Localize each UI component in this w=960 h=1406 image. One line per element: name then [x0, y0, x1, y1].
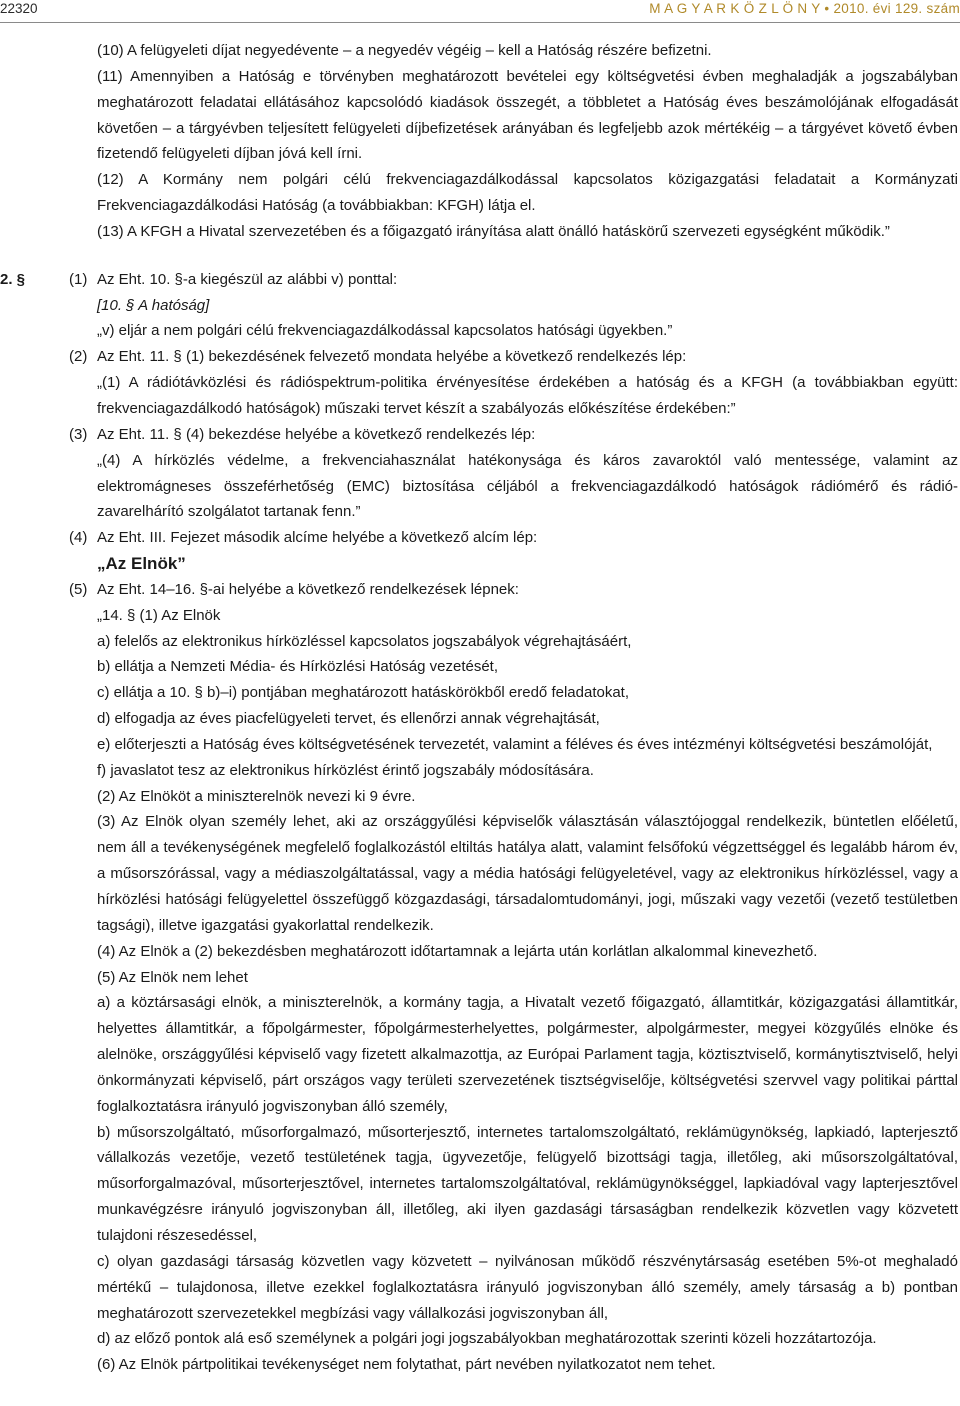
- subsection-number: (1): [69, 270, 88, 288]
- provision-14-1: „14. § (1) Az Elnök: [97, 606, 221, 624]
- point-c: c) ellátja a 10. § b)–i) pontjában meghatározott hatáskörökből eredő feladatokat,: [97, 684, 630, 702]
- section-number: 2. §: [0, 270, 26, 288]
- document-body: [0, 38, 958, 1378]
- quoted-provision: „(1) A rádiótávközlési és rádióspektrum-politika érvényesítése érdekében a hatóság és a KFGH (a továbbiakban együtt: frekvenciagazdálkodó hatóságok) műszaki tervet készít a szabályozás előkészítése érdekében:”: [97, 374, 958, 417]
- subsection-text: Az Eht. 11. § (1) bekezdésének felvezető mondata helyébe a következő rendelkezés lép:: [97, 348, 687, 366]
- subsection-text: Az Eht. 10. §-a kiegészül az alábbi v) ponttal:: [97, 270, 398, 288]
- point-5b: b) műsorszolgáltató, műsorforgalmazó, műsorterjesztő, internetes tartalomszolgáltató, reklámügynökség, lapkiadó, lapterjesztő vállalkozás vezetője, vezető testületének tagja, ügyvezetője, felügyelő bizottsági tagja, illetőleg, aki műsorszolgáltatóval, műsorforgalmazóval, műsorterjesztővel, internetes tartalomszolgáltatóval, reklámügynökséggel, lapkiadóval vagy lapterjesztővel munkavégzésre irányuló jogviszonyban áll, illetőleg, aki ilyen gazdasági társaságban rendelkezik közvetlen vagy közvetett tulajdoni részesedéssel,: [97, 1123, 958, 1244]
- provision-14-5: (5) Az Elnök nem lehet: [97, 968, 248, 986]
- provision-14-3: (3) Az Elnök olyan személy lehet, aki az országgyűlési képviselők választásán választójoggal rendelkezik, büntetlen előéletű, nem áll a tevékenységének megfelelő foglalkozástól eltiltás hatálya alatt, valamint felsőfokú végzettséggel és legalább három év, a műsorszórással, vagy a médiaszolgáltatással, vagy a média hatósági felügyeletével, vagy az elektronikus hírközléssel, vagy a hírközlési hatósági felügyelettel összefüggő közgazdasági, társadalomtudományi, jogi, műszaki vagy vezetői (vezető testületben tagsági), illetve igazgatási gyakorlattal rendelkezik.: [97, 813, 958, 934]
- journal-title: M A G Y A R K Ö Z L Ö N Y • 2010. évi 129. szám: [649, 1, 960, 16]
- point-5d: d) az előző pontok alá eső személynek a polgári jogi jogszabályokban meghatározottak szerinti közeli hozzátartozója.: [97, 1330, 877, 1348]
- page-number: 22320: [0, 1, 38, 16]
- point-5c: c) olyan gazdasági társaság közvetlen vagy közvetett – nyilvánosan működő részvénytársaság esetében 5%-ot meghaladó mértékű – tulajdonosa, illetve ezekkel foglalkoztatásra irányuló jogviszonyban álló személy, amely társaság a b) pontban meghatározott szervezetekkel megbízási vagy vállalkozási jogviszonyban áll,: [97, 1252, 958, 1322]
- paragraph-11: (11) Amennyiben a Hatóság e törvényben meghatározott bevételei egy költségvetési évben meghaladják a jogszabályban meghatározott feladatai ellátásához kapcsolódó kiadások összegét, a többletet a Hatóság éves beszámolójának elfogadását követően – a tárgyévben teljesített felügyeleti díjbefizetések arányában és legfeljebb azok mértékéig – a tárgyévet követő évben fizetendő felügyeleti díjban jóvá kell írni.: [97, 67, 958, 163]
- subsection-number: (3): [69, 425, 88, 443]
- subsection-text: Az Eht. III. Fejezet második alcíme helyébe a következő alcím lép:: [97, 529, 538, 547]
- point-a: a) felelős az elektronikus hírközléssel kapcsolatos jogszabályok végrehajtásáért,: [97, 632, 632, 650]
- subsection-2-5: [69, 577, 958, 603]
- subsection-text: Az Eht. 14–16. §-ai helyébe a következő rendelkezések lépnek:: [97, 580, 519, 598]
- point-5a: a) a köztársasági elnök, a miniszterelnök, a kormány tagja, a Hivatalt vezető főigazgató, államtitkár, közigazgatási államtitkár, helyettes államtitkár, a főpolgármester, főpolgármesterhelyettes, polgármester, alpolgármester, megyei közgyűlés elnöke és alelnöke, országgyűlési képviselő vagy fizetett alkalmazottja, az Európai Parlament tagja, köztisztviselő, kormánytisztviselő, helyi önkormányzati képviselő, párt országos vagy területi szervezetének tisztségviselője, költségvetési szervvel vagy politikai párttal foglalkoztatásra irányuló jogviszonyban álló személy,: [97, 994, 958, 1115]
- subsection-number: (5): [69, 580, 88, 598]
- point-e: e) előterjeszti a Hatóság éves költségvetésének tervezetét, valamint a féléves és éves intézményi költségvetési beszámolóját,: [97, 735, 933, 753]
- paragraph-12: (12) A Kormány nem polgári célú frekvenciagazdálkodással kapcsolatos közigazgatási feladatait a Kormányzati Frekvenciagazdálkodási Hatóság (a továbbiakban: KFGH) látja el.: [97, 171, 958, 215]
- subsection-text: Az Eht. 11. § (4) bekezdése helyébe a következő rendelkezés lép:: [97, 425, 536, 443]
- header-rule: [0, 22, 960, 23]
- subsection-2-1: [0, 267, 958, 293]
- page-header: [0, 0, 960, 24]
- quoted-provision: „(4) A hírközlés védelme, a frekvenciahasználat hatékonysága és káros zavaroktól való mentessége, valamint az elektromágneses összeférhetőség (EMC) biztosítása céljából a frekvenciagazdálkodó hatóságok rádiómérő és rádió-zavarelhárító szolgálatot tartanak fenn.”: [97, 451, 958, 521]
- subsection-number: (4): [69, 529, 88, 547]
- point-d: d) elfogadja az éves piacfelügyeleti tervet, és ellenőrzi annak végrehajtását,: [97, 710, 600, 728]
- provision-14-2: (2) Az Elnököt a miniszterelnök nevezi ki 9 évre.: [97, 787, 416, 805]
- quoted-point-v: „v) eljár a nem polgári célú frekvenciagazdálkodással kapcsolatos hatósági ügyekben.”: [97, 322, 673, 340]
- subtitle-az-elnok: „Az Elnök”: [97, 554, 186, 574]
- point-b: b) ellátja a Nemzeti Média- és Hírközlési Hatóság vezetését,: [97, 658, 499, 676]
- paragraph-13: (13) A KFGH a Hivatal szervezetében és a főigazgató irányítása alatt önálló hatáskörű szervezeti egységként működik.”: [97, 222, 890, 240]
- provision-14-6: (6) Az Elnök pártpolitikai tevékenységet nem folytathat, párt nevében nyilatkozatot nem tehet.: [97, 1356, 716, 1374]
- point-f: f) javaslatot tesz az elektronikus hírközlést érintő jogszabály módosítására.: [97, 761, 594, 779]
- quoted-context: [10. § A hatóság]: [97, 296, 210, 314]
- subsection-2-3: [69, 422, 958, 448]
- subsection-number: (2): [69, 348, 88, 366]
- provision-14-4: (4) Az Elnök a (2) bekezdésben meghatározott időtartamnak a lejárta után korlátlan alkalommal kinevezhető.: [97, 942, 818, 960]
- paragraph-10: (10) A felügyeleti díjat negyedévente – a negyedév végéig – kell a Hatóság részére befizetni.: [97, 42, 712, 59]
- subsection-2-4: [69, 525, 958, 551]
- subsection-2-2: [69, 344, 958, 370]
- section-gap: [97, 245, 958, 267]
